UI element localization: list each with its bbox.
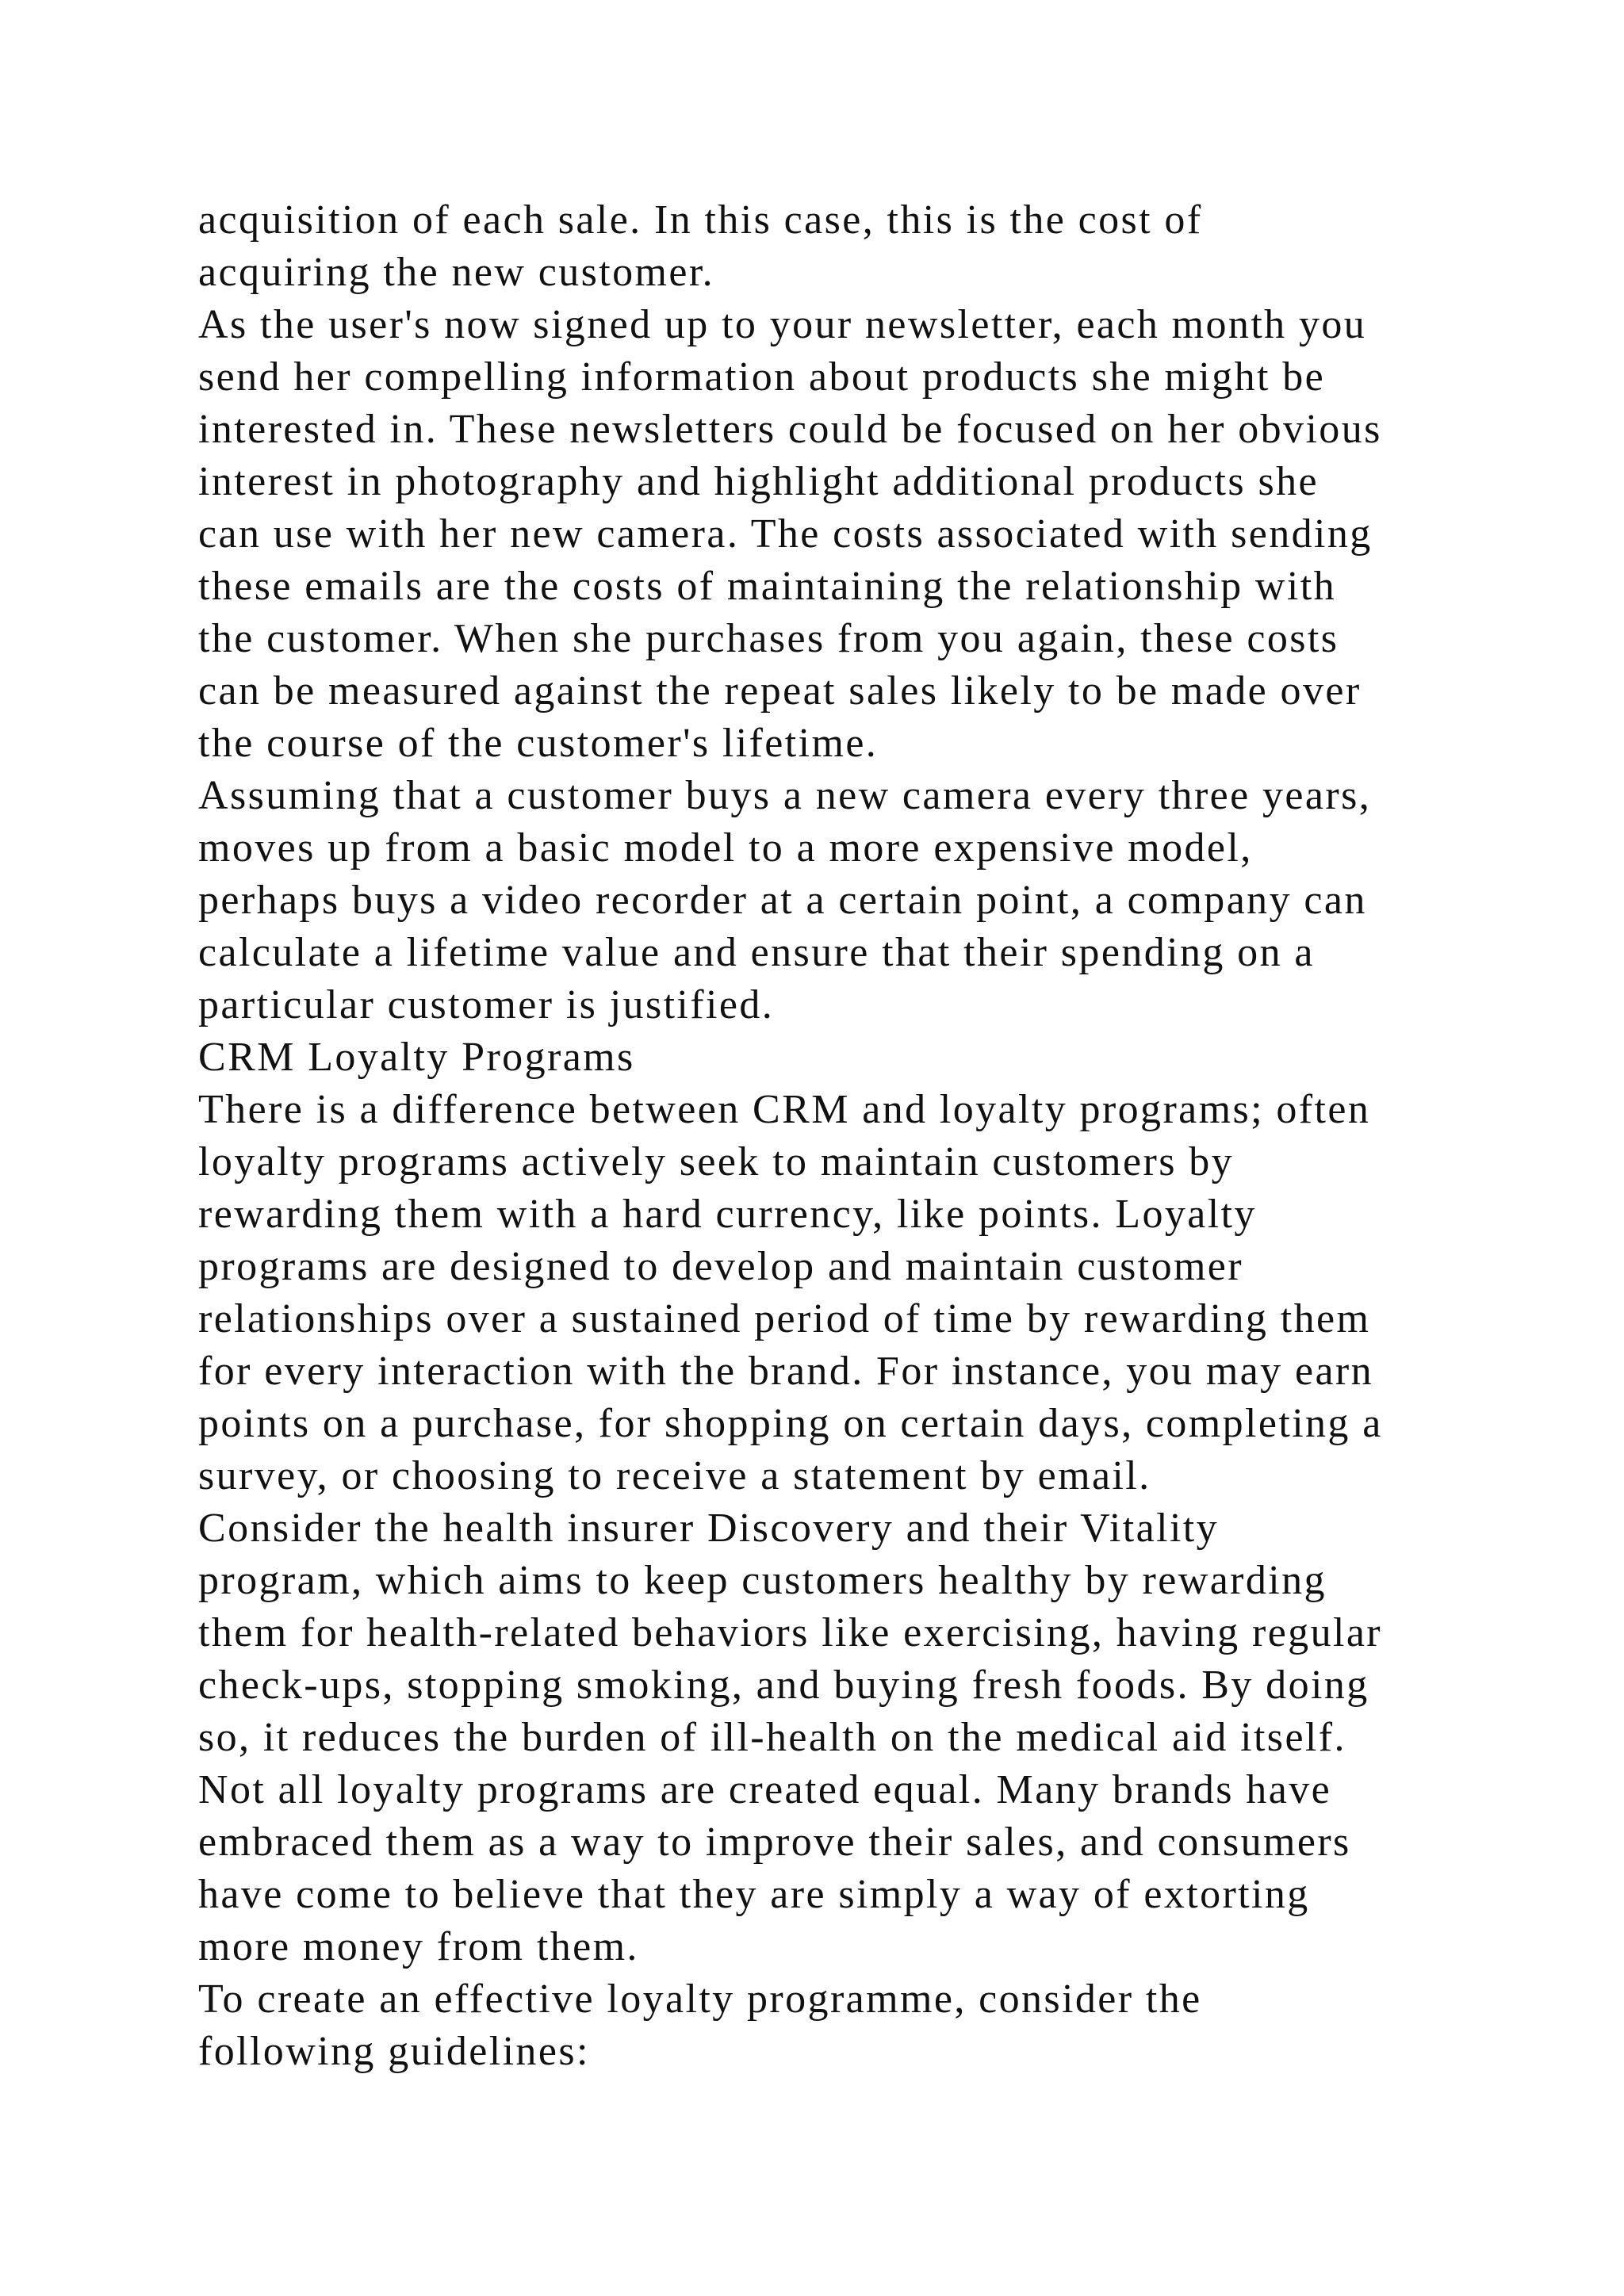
text-line: send her compelling information about products she might be xyxy=(198,354,1326,400)
text-line: have come to believe that they are simply a way of extorting xyxy=(198,1872,1310,1917)
text-line: To create an effective loyalty programme, consider the xyxy=(198,1976,1202,2022)
text-line: perhaps buys a video recorder at a certain point, a company can xyxy=(198,878,1367,923)
text-line: acquiring the new customer. xyxy=(198,250,715,295)
text-line: programs are designed to develop and maintain customer xyxy=(198,1244,1244,1289)
text-line: points on a purchase, for shopping on certain days, completing a xyxy=(198,1401,1383,1446)
text-line: check-ups, stopping smoking, and buying fresh foods. By doing xyxy=(198,1663,1369,1708)
text-line: moves up from a basic model to a more expensive model, xyxy=(198,825,1253,871)
text-line: rewarding them with a hard currency, like points. Loyalty xyxy=(198,1192,1257,1237)
document-body xyxy=(198,194,1515,2078)
text-line: can use with her new camera. The costs associated with sending xyxy=(198,511,1373,557)
text-line: program, which aims to keep customers healthy by rewarding xyxy=(198,1558,1327,1603)
text-line: embraced them as a way to improve their sales, and consumers xyxy=(198,1820,1351,1865)
text-line: There is a difference between CRM and loyalty programs; often xyxy=(198,1087,1371,1132)
text-line: particular customer is justified. xyxy=(198,982,775,1027)
text-line: the customer. When she purchases from you again, these costs xyxy=(198,616,1339,661)
text-line: acquisition of each sale. In this case, this is the cost of xyxy=(198,197,1203,243)
text-line: them for health-related behaviors like exercising, having regular xyxy=(198,1610,1383,1655)
text-line: following guidelines: xyxy=(198,2029,590,2074)
text-line: interested in. These newsletters could be focused on her obvious xyxy=(198,407,1382,452)
text-line: relationships over a sustained period of time by rewarding them xyxy=(198,1296,1371,1341)
text-line: As the user's now signed up to your newsletter, each month you xyxy=(198,302,1367,347)
text-line: calculate a lifetime value and ensure that their spending on a xyxy=(198,930,1315,975)
section-heading: CRM Loyalty Programs xyxy=(198,1035,635,1080)
text-line: so, it reduces the burden of ill-health on the medical aid itself. xyxy=(198,1715,1346,1760)
text-line: for every interaction with the brand. For instance, you may earn xyxy=(198,1349,1374,1394)
text-line: Consider the health insurer Discovery and their Vitality xyxy=(198,1506,1220,1551)
text-line: loyalty programs actively seek to maintain customers by xyxy=(198,1139,1235,1184)
text-line: Not all loyalty programs are created equal. Many brands have xyxy=(198,1767,1332,1812)
text-line: survey, or choosing to receive a statement by email. xyxy=(198,1453,1151,1498)
text-line: the course of the customer's lifetime. xyxy=(198,721,879,766)
text-line: can be measured against the repeat sales likely to be made over xyxy=(198,668,1362,714)
text-line: interest in photography and highlight additional products she xyxy=(198,459,1319,504)
text-line: more money from them. xyxy=(198,1924,639,1969)
text-line: these emails are the costs of maintaining the relationship with xyxy=(198,564,1336,609)
text-line: Assuming that a customer buys a new camera every three years, xyxy=(198,773,1372,818)
